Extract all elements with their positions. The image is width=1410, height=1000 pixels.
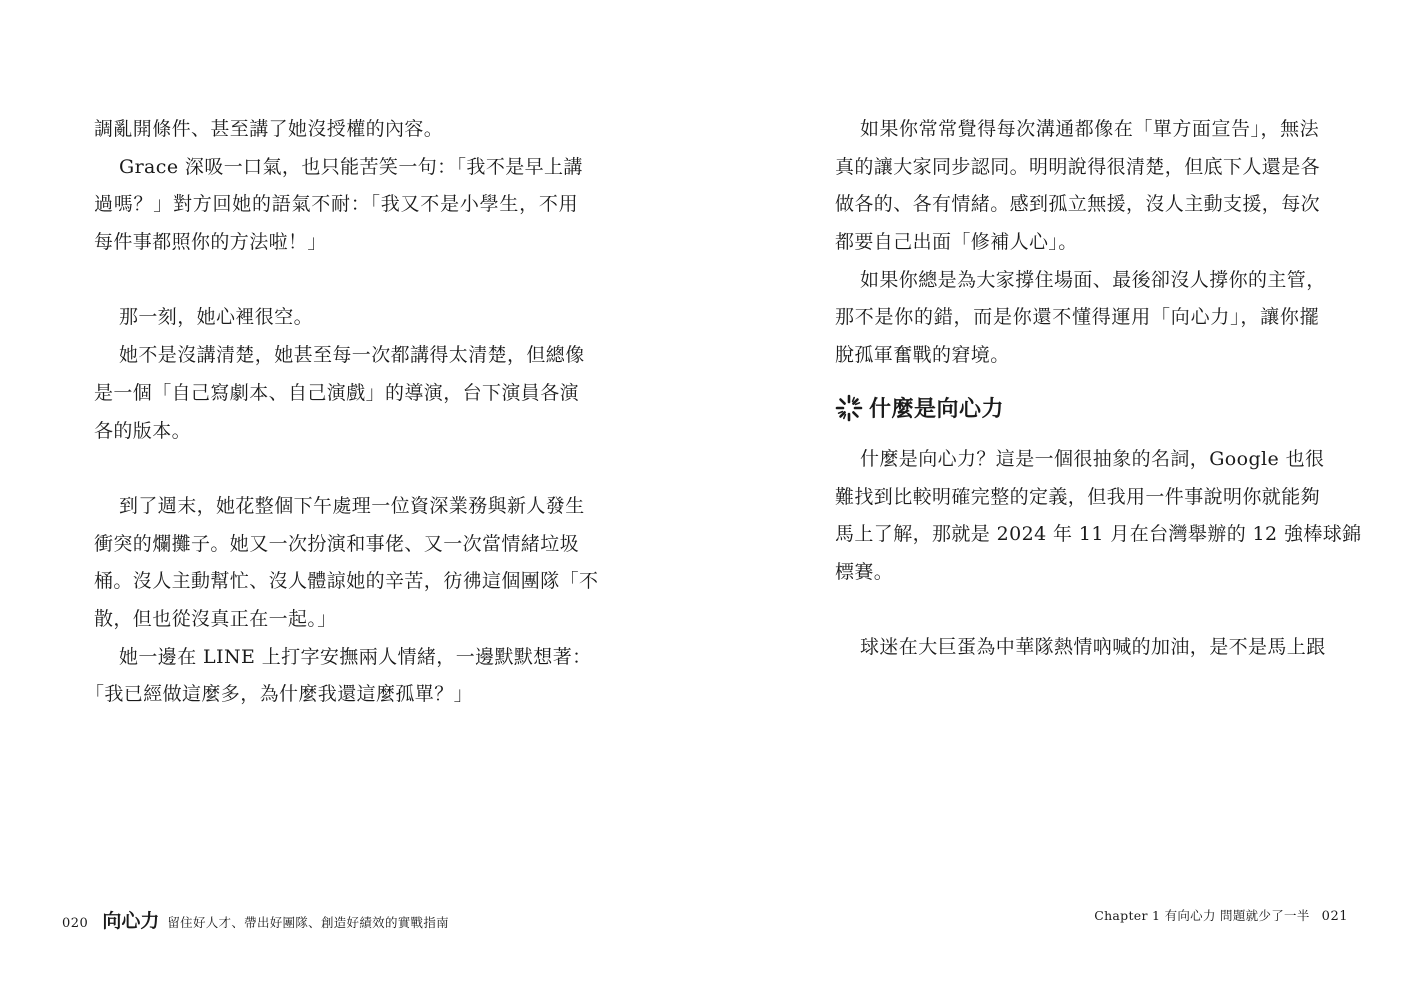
- body-line: 她一邊在 LINE 上打字安撫兩人情緒，一邊默默想著：: [119, 645, 592, 668]
- body-line: 「我已經做這麼多，為什麼我還這麼孤單？」: [85, 683, 474, 706]
- body-line: 到了週末，她花整個下午處理一位資深業務與新人發生: [119, 494, 585, 517]
- body-line: Grace 深吸一口氣，也只能苦笑一句：「我不是早上講: [119, 155, 583, 178]
- right-page-body: [835, 111, 1362, 667]
- body-line: 每件事都照你的方法啦！」: [94, 231, 327, 254]
- section-heading: [835, 381, 1319, 435]
- body-line: 脫孤軍奮戰的窘境。: [835, 344, 1010, 367]
- body-line: 真的讓大家同步認同。明明說得很清楚，但底下人還是各: [835, 155, 1321, 178]
- book-subtitle: 留住好人才、帶出好團隊、創造好績效的實戰指南: [167, 915, 449, 930]
- paragraph-gap: [835, 592, 1319, 630]
- body-line: 馬上了解，那就是 2024 年 11 月在台灣舉辦的 12 強棒球錦: [835, 523, 1362, 546]
- right-footer: [1094, 906, 1348, 936]
- body-line: 球迷在大巨蛋為中華隊熱情吶喊的加油，是不是馬上跟: [860, 636, 1326, 659]
- body-line: 過嗎？」對方回她的語氣不耐：「我又不是小學生，不用: [94, 193, 578, 216]
- body-line: 調亂開條件、甚至講了她沒授權的內容。: [94, 118, 444, 140]
- body-line: 做各的、各有情緒。感到孤立無援，沒人主動支援，每次: [835, 193, 1321, 216]
- body-line: 是一個「自己寫劇本、自己演戲」的導演，台下演員各演: [94, 381, 580, 404]
- right-page: [705, 0, 1410, 1000]
- body-line: 如果你常常覺得每次溝通都像在「單方面宣告」，無法: [860, 118, 1319, 140]
- body-line: 那一刻，她心裡很空。: [119, 306, 314, 329]
- chapter-title: Chapter 1 有向心力 問題就少了一半: [1094, 908, 1310, 923]
- body-line: 難找到比較明確完整的定義，但我用一件事說明你就能夠: [835, 485, 1321, 508]
- body-line: 衝突的爛攤子。她又一次扮演和事佬、又一次當情緒垃圾: [94, 532, 580, 555]
- book-title: 向心力: [102, 910, 160, 932]
- body-line: 標賽。: [835, 560, 894, 583]
- left-page-body: [85, 111, 599, 714]
- body-line: 她不是沒講清楚，她甚至每一次都講得太清楚，但總像: [119, 344, 585, 367]
- sunburst-icon: [835, 394, 863, 422]
- body-line: 什麼是向心力？這是一個很抽象的名詞，Google 也很: [860, 447, 1325, 470]
- body-line: 散，但也從沒真正在一起。」: [94, 607, 337, 630]
- body-line: 如果你總是為大家撐住場面、最後卻沒人撐你的主管，: [860, 268, 1326, 291]
- page-number: 020: [62, 916, 89, 931]
- paragraph-gap: [94, 450, 578, 488]
- body-line: 都要自己出面「修補人心」。: [835, 231, 1078, 254]
- section-heading-text: 什麼是向心力: [869, 397, 1005, 423]
- page-number: 021: [1321, 909, 1348, 924]
- left-footer: [62, 906, 449, 936]
- body-line: 那不是你的錯，而是你還不懂得運用「向心力」，讓你擺: [835, 306, 1319, 329]
- body-line: 各的版本。: [94, 419, 192, 442]
- body-line: 桶。沒人主動幫忙、沒人體諒她的辛苦，彷彿這個團隊「不: [94, 570, 599, 593]
- paragraph-gap: [94, 262, 578, 300]
